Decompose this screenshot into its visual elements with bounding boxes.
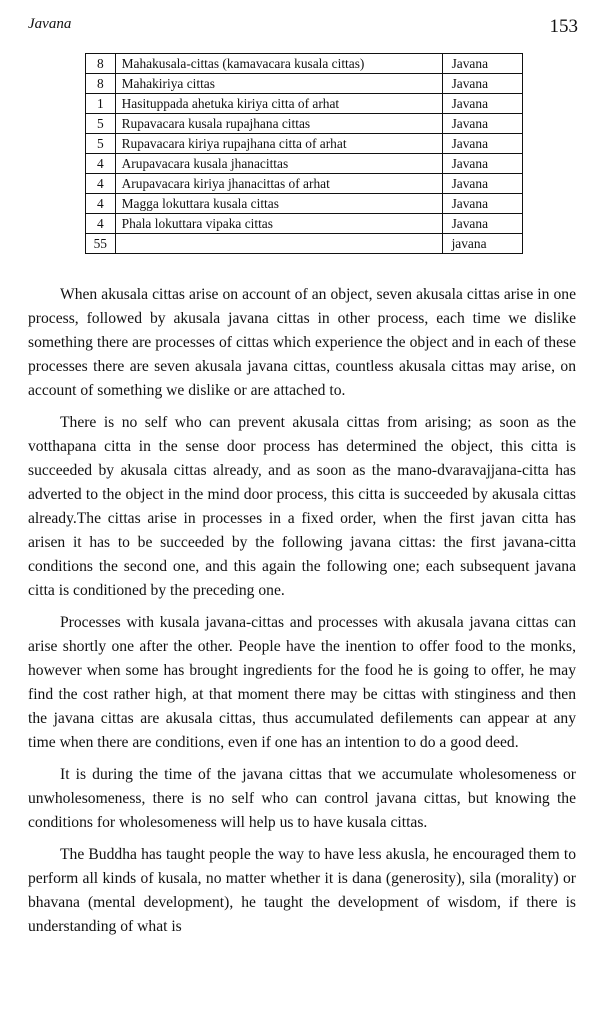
table-row <box>86 214 523 234</box>
table-total-row <box>86 234 523 254</box>
count-cell: 4 <box>86 174 116 194</box>
citta-name-cell: Mahakiriya cittas <box>115 74 442 94</box>
table-row <box>86 114 523 134</box>
function-cell: Javana <box>442 94 522 114</box>
paragraph: The Buddha has taught people the way to have less akusla, he encouraged them to perform all kinds of kusala, no matter whether it is dana (generosity), sila (morality) or bhavana (mental development), he taught the development of wisdom, if there is understanding of what is <box>28 846 576 935</box>
count-cell: 5 <box>86 134 116 154</box>
table-row <box>86 154 523 174</box>
count-cell: 8 <box>86 54 116 74</box>
function-cell: Javana <box>442 194 522 214</box>
paragraph: Processes with kusala javana-cittas and processes with akusala javana cittas can arise shortly one after the other. People have the inention to offer food to the monks, however when some has brought ingredients for the food he is going to offer, he may find the cost rather high, at that moment there may be cittas with stinginess and then the javana cittas are akusala cittas, thus accumulated defilements can appear at any time when there are conditions, even if one has an intention to do a good deed. <box>28 614 576 751</box>
table-row <box>86 134 523 154</box>
paragraph: There is no self who can prevent akusala cittas from arising; as soon as the votthapana citta in the sense door process has determined the object, this citta is succeeded by akusala cittas already, and as soon as the mano-dvaravajjana-citta has adverted to the object in the mind door process, this citta is succeeded by akusala cittas already.The cittas arise in processes in a fixed order, when the first javan citta has arisen it has to be succeeded by the following javana cittas: the first javana-citta conditions the second one, and this again the following one; each subsequent javana citta is conditioned by the preceding one. <box>28 414 576 599</box>
citta-name-cell: Arupavacara kiriya jhanacittas of arhat <box>115 174 442 194</box>
count-cell: 5 <box>86 114 116 134</box>
function-cell: Javana <box>442 54 522 74</box>
body-text <box>28 283 576 947</box>
function-cell: Javana <box>442 134 522 154</box>
javana-citta-table <box>85 53 523 254</box>
citta-name-cell: Phala lokuttara vipaka cittas <box>115 214 442 234</box>
total-count-cell: 55 <box>86 234 116 254</box>
table-row <box>86 74 523 94</box>
running-title: Javana <box>28 16 72 32</box>
empty-cell <box>115 234 442 254</box>
citta-name-cell: Rupavacara kusala rupajhana cittas <box>115 114 442 134</box>
page-number: 153 <box>549 16 578 37</box>
function-cell: javana <box>442 234 522 254</box>
table-row <box>86 54 523 74</box>
count-cell: 8 <box>86 74 116 94</box>
function-cell: Javana <box>442 174 522 194</box>
citta-name-cell: Hasituppada ahetuka kiriya citta of arhat <box>115 94 442 114</box>
table-row <box>86 94 523 114</box>
citta-name-cell: Magga lokuttara kusala cittas <box>115 194 442 214</box>
page-header <box>28 16 578 40</box>
paragraph: When akusala cittas arise on account of an object, seven akusala cittas arise in one process, followed by akusala javana cittas in other process, each time we dislike something there are processes of cittas which experience the object and in each of these processes there are seven akusala javana cittas, countless akusala cittas may arise, on account of something we dislike or are attached to. <box>28 286 576 399</box>
function-cell: Javana <box>442 214 522 234</box>
function-cell: Javana <box>442 154 522 174</box>
count-cell: 4 <box>86 154 116 174</box>
table-row <box>86 174 523 194</box>
citta-name-cell: Rupavacara kiriya rupajhana citta of arhat <box>115 134 442 154</box>
paragraph: It is during the time of the javana cittas that we accumulate wholesomeness or unwholesomeness, there is no self who can control javana cittas, but knowing the conditions for wholesomeness will help us to have kusala cittas. <box>28 766 576 831</box>
function-cell: Javana <box>442 114 522 134</box>
function-cell: Javana <box>442 74 522 94</box>
count-cell: 1 <box>86 94 116 114</box>
count-cell: 4 <box>86 214 116 234</box>
citta-name-cell: Mahakusala-cittas (kamavacara kusala cittas) <box>115 54 442 74</box>
citta-name-cell: Arupavacara kusala jhanacittas <box>115 154 442 174</box>
table-row <box>86 194 523 214</box>
count-cell: 4 <box>86 194 116 214</box>
